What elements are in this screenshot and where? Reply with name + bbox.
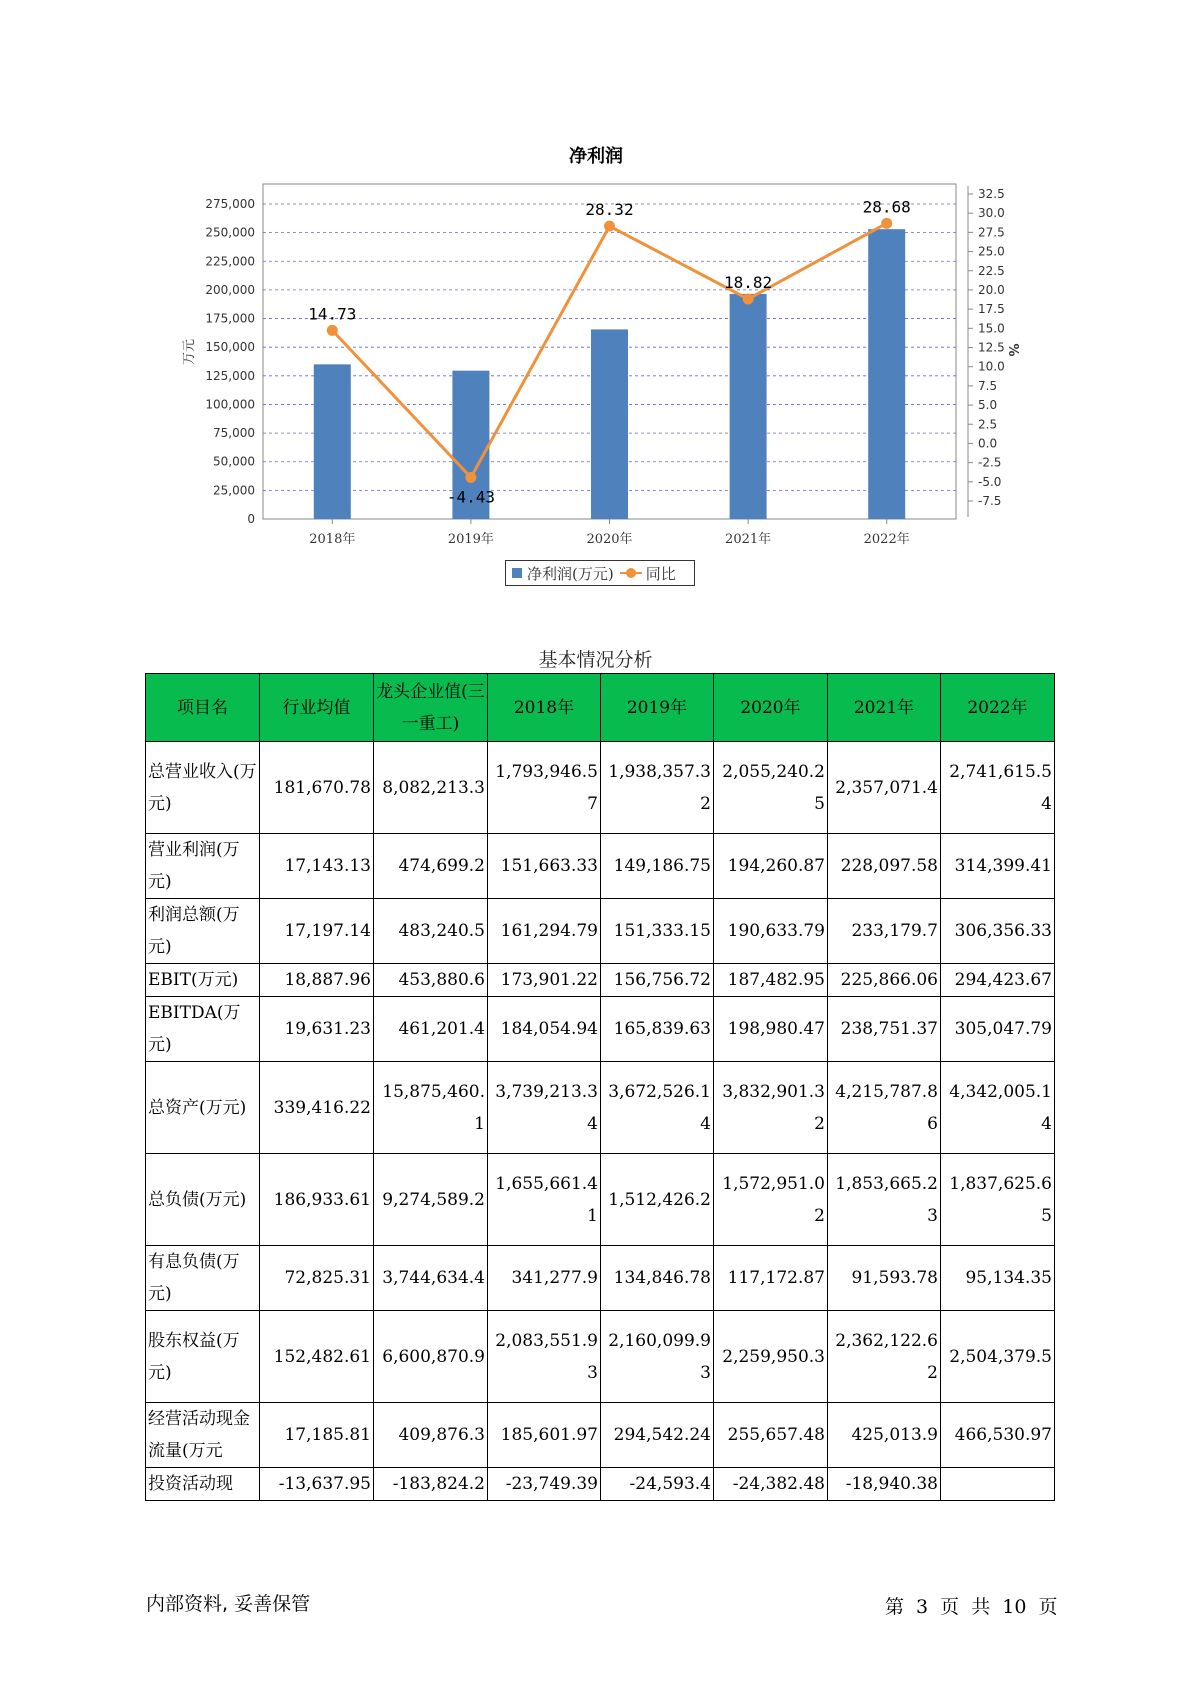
footer-confidential: 内部资料, 妥善保管 xyxy=(146,1593,311,1615)
row-label: EBITDA(万元) xyxy=(146,997,260,1062)
y-right-tick-label: 30.0 xyxy=(978,206,1005,221)
table-cell: 15,875,460.1 xyxy=(374,1062,488,1154)
table-cell: 2,741,615.54 xyxy=(941,742,1055,834)
bar xyxy=(591,329,628,519)
table-cell: 1,512,426.2 xyxy=(601,1154,714,1246)
table-cell: 3,744,634.4 xyxy=(374,1246,488,1311)
table-cell: 161,294.79 xyxy=(488,899,601,964)
table-row xyxy=(146,1246,1055,1311)
row-label: 总营业收入(万元) xyxy=(146,742,260,834)
table-cell: 1,853,665.23 xyxy=(828,1154,941,1246)
x-tick-label: 2021年 xyxy=(725,532,772,547)
table-cell: 6,600,870.9 xyxy=(374,1311,488,1403)
table-header-cell: 龙头企业值(三一重工) xyxy=(374,674,488,742)
yoy-point xyxy=(465,472,476,483)
table-row xyxy=(146,1311,1055,1403)
table-cell: -13,637.95 xyxy=(260,1468,374,1501)
table-cell: 1,793,946.57 xyxy=(488,742,601,834)
table-cell: 3,739,213.34 xyxy=(488,1062,601,1154)
table-cell: 151,663.33 xyxy=(488,834,601,899)
table-cell: 194,260.87 xyxy=(714,834,828,899)
y-left-tick-label: 250,000 xyxy=(205,225,255,240)
table-cell: -18,940.38 xyxy=(828,1468,941,1501)
yoy-point xyxy=(327,325,338,336)
y-right-tick-label: 0.0 xyxy=(978,436,998,451)
legend-series-net-profit: 净利润(万元) xyxy=(527,564,614,583)
table-header-cell: 2022年 xyxy=(941,674,1055,742)
y-left-tick-label: 25,000 xyxy=(213,483,255,498)
y-right-tick-label: -2.5 xyxy=(978,455,1002,470)
table-cell: 18,887.96 xyxy=(260,964,374,997)
table-header-row xyxy=(146,674,1055,742)
table-header-cell: 行业均值 xyxy=(260,674,374,742)
y-right-tick-label: 10.0 xyxy=(978,359,1005,374)
table-cell: 314,399.41 xyxy=(941,834,1055,899)
table-cell: 8,082,213.3 xyxy=(374,742,488,834)
row-label: 有息负债(万元) xyxy=(146,1246,260,1311)
table-cell: 294,542.24 xyxy=(601,1403,714,1468)
yoy-data-label: 14.73 xyxy=(308,304,357,324)
x-tick-label: 2018年 xyxy=(309,532,356,547)
table-cell: 151,333.15 xyxy=(601,899,714,964)
y-left-axis-title: 万元 xyxy=(182,338,197,366)
legend-line-swatch xyxy=(620,568,642,578)
table-cell: 483,240.5 xyxy=(374,899,488,964)
y-left-tick-label: 0 xyxy=(247,512,255,526)
y-left-tick-label: 75,000 xyxy=(213,426,255,441)
table-cell: -24,593.4 xyxy=(601,1468,714,1501)
table-row xyxy=(146,1154,1055,1246)
y-right-tick-label: -7.5 xyxy=(978,494,1002,508)
yoy-data-label: 28.68 xyxy=(862,197,911,217)
table-cell: 294,423.67 xyxy=(941,964,1055,997)
table-cell: 238,751.37 xyxy=(828,997,941,1062)
y-left-tick-label: 275,000 xyxy=(205,197,255,211)
y-right-tick-label: 27.5 xyxy=(978,225,1005,240)
y-right-tick-label: 12.5 xyxy=(978,340,1005,355)
table-cell: -183,824.2 xyxy=(374,1468,488,1501)
y-left-tick-label: 100,000 xyxy=(205,397,255,412)
table-title: 基本情况分析 xyxy=(538,649,653,671)
table-row xyxy=(146,1468,1055,1501)
x-tick-label: 2020年 xyxy=(586,532,633,547)
legend-series-yoy: 同比 xyxy=(645,564,676,583)
chart-title: 净利润 xyxy=(569,146,623,167)
table-cell: 2,055,240.25 xyxy=(714,742,828,834)
table-cell: 2,362,122.62 xyxy=(828,1311,941,1403)
y-left-tick-label: 125,000 xyxy=(205,368,255,383)
table-header-cell: 项目名 xyxy=(146,674,260,742)
y-right-tick-label: 22.5 xyxy=(978,263,1005,278)
table-cell: 17,143.13 xyxy=(260,834,374,899)
table-cell xyxy=(941,1468,1055,1501)
y-left-tick-label: 175,000 xyxy=(205,311,255,326)
y-right-tick-label: 32.5 xyxy=(978,187,1005,201)
table-row xyxy=(146,964,1055,997)
table-cell: 149,186.75 xyxy=(601,834,714,899)
y-right-tick-label: -5.0 xyxy=(978,474,1002,489)
table-cell: 339,416.22 xyxy=(260,1062,374,1154)
row-label: 利润总额(万元) xyxy=(146,899,260,964)
y-left-tick-label: 50,000 xyxy=(213,454,255,469)
table-cell: 17,197.14 xyxy=(260,899,374,964)
table-cell: 409,876.3 xyxy=(374,1403,488,1468)
table-cell: 341,277.9 xyxy=(488,1246,601,1311)
x-tick-label: 2019年 xyxy=(447,532,494,547)
table-cell: 187,482.95 xyxy=(714,964,828,997)
yoy-point xyxy=(743,293,754,304)
table-cell: 2,259,950.3 xyxy=(714,1311,828,1403)
bar xyxy=(730,294,767,519)
y-right-axis-title: % xyxy=(1005,343,1020,357)
table-cell: 184,054.94 xyxy=(488,997,601,1062)
table-cell: 305,047.79 xyxy=(941,997,1055,1062)
net-profit-chart xyxy=(0,0,1191,620)
chart-legend xyxy=(505,560,695,586)
y-left-tick-label: 150,000 xyxy=(205,340,255,355)
table-cell: 466,530.97 xyxy=(941,1403,1055,1468)
table-cell: 173,901.22 xyxy=(488,964,601,997)
y-right-tick-label: 17.5 xyxy=(978,302,1005,317)
row-label: 经营活动现金流量(万元 xyxy=(146,1403,260,1468)
legend-bar-swatch xyxy=(512,568,522,578)
y-right-tick-label: 15.0 xyxy=(978,321,1005,336)
table-row xyxy=(146,997,1055,1062)
analysis-table xyxy=(145,673,1055,1501)
table-cell: 4,342,005.14 xyxy=(941,1062,1055,1154)
x-tick-label: 2022年 xyxy=(863,532,910,547)
y-right-tick-label: 20.0 xyxy=(978,282,1005,297)
table-cell: 3,832,901.32 xyxy=(714,1062,828,1154)
table-header-cell: 2019年 xyxy=(601,674,714,742)
table-cell: 474,699.2 xyxy=(374,834,488,899)
row-label: 投资活动现 xyxy=(146,1468,260,1501)
table-cell: 2,160,099.93 xyxy=(601,1311,714,1403)
table-cell: 2,083,551.93 xyxy=(488,1311,601,1403)
y-right-tick-label: 25.0 xyxy=(978,244,1005,259)
table-cell: 156,756.72 xyxy=(601,964,714,997)
yoy-data-label: -4.43 xyxy=(446,487,495,507)
yoy-data-label: 18.82 xyxy=(724,272,773,292)
table-cell: 425,013.9 xyxy=(828,1403,941,1468)
table-row xyxy=(146,742,1055,834)
table-cell: -23,749.39 xyxy=(488,1468,601,1501)
table-cell: 185,601.97 xyxy=(488,1403,601,1468)
table-cell: 3,672,526.14 xyxy=(601,1062,714,1154)
table-header-cell: 2020年 xyxy=(714,674,828,742)
yoy-data-label: 28.32 xyxy=(585,200,634,220)
table-cell: 1,655,661.41 xyxy=(488,1154,601,1246)
table-cell: 117,172.87 xyxy=(714,1246,828,1311)
table-cell: 461,201.4 xyxy=(374,997,488,1062)
yoy-point xyxy=(604,221,615,232)
table-cell: 165,839.63 xyxy=(601,997,714,1062)
row-label: EBIT(万元) xyxy=(146,964,260,997)
bar xyxy=(868,229,905,519)
yoy-point xyxy=(881,218,892,229)
y-right-tick-label: 2.5 xyxy=(978,417,998,432)
table-cell: 72,825.31 xyxy=(260,1246,374,1311)
table-row xyxy=(146,1403,1055,1468)
table-cell: 19,631.23 xyxy=(260,997,374,1062)
table-cell: 181,670.78 xyxy=(260,742,374,834)
y-right-tick-label: 7.5 xyxy=(978,378,998,393)
row-label: 股东权益(万元) xyxy=(146,1311,260,1403)
table-cell: 91,593.78 xyxy=(828,1246,941,1311)
table-cell: 9,274,589.2 xyxy=(374,1154,488,1246)
table-cell: 453,880.6 xyxy=(374,964,488,997)
table-cell: 306,356.33 xyxy=(941,899,1055,964)
row-label: 总资产(万元) xyxy=(146,1062,260,1154)
table-row xyxy=(146,834,1055,899)
table-cell: 190,633.79 xyxy=(714,899,828,964)
table-cell: 2,504,379.5 xyxy=(941,1311,1055,1403)
table-cell: 198,980.47 xyxy=(714,997,828,1062)
table-cell: 2,357,071.4 xyxy=(828,742,941,834)
table-cell: 1,572,951.02 xyxy=(714,1154,828,1246)
table-cell: 1,938,357.32 xyxy=(601,742,714,834)
table-cell: 228,097.58 xyxy=(828,834,941,899)
row-label: 营业利润(万元) xyxy=(146,834,260,899)
table-cell: 134,846.78 xyxy=(601,1246,714,1311)
table-header-cell: 2018年 xyxy=(488,674,601,742)
bar xyxy=(314,364,351,519)
table-cell: 186,933.61 xyxy=(260,1154,374,1246)
table-header-cell: 2021年 xyxy=(828,674,941,742)
table-cell: 233,179.7 xyxy=(828,899,941,964)
row-label: 总负债(万元) xyxy=(146,1154,260,1246)
table-cell: 152,482.61 xyxy=(260,1311,374,1403)
footer-page-number: 第 3 页 共 10 页 xyxy=(885,1596,1058,1618)
y-left-tick-label: 200,000 xyxy=(205,282,255,297)
table-cell: 4,215,787.86 xyxy=(828,1062,941,1154)
table-cell: -24,382.48 xyxy=(714,1468,828,1501)
table-cell: 225,866.06 xyxy=(828,964,941,997)
y-right-tick-label: 5.0 xyxy=(978,398,998,413)
table-row xyxy=(146,899,1055,964)
table-row xyxy=(146,1062,1055,1154)
y-left-tick-label: 225,000 xyxy=(205,254,255,269)
table-cell: 255,657.48 xyxy=(714,1403,828,1468)
table-cell: 17,185.81 xyxy=(260,1403,374,1468)
table-cell: 1,837,625.65 xyxy=(941,1154,1055,1246)
table-cell: 95,134.35 xyxy=(941,1246,1055,1311)
